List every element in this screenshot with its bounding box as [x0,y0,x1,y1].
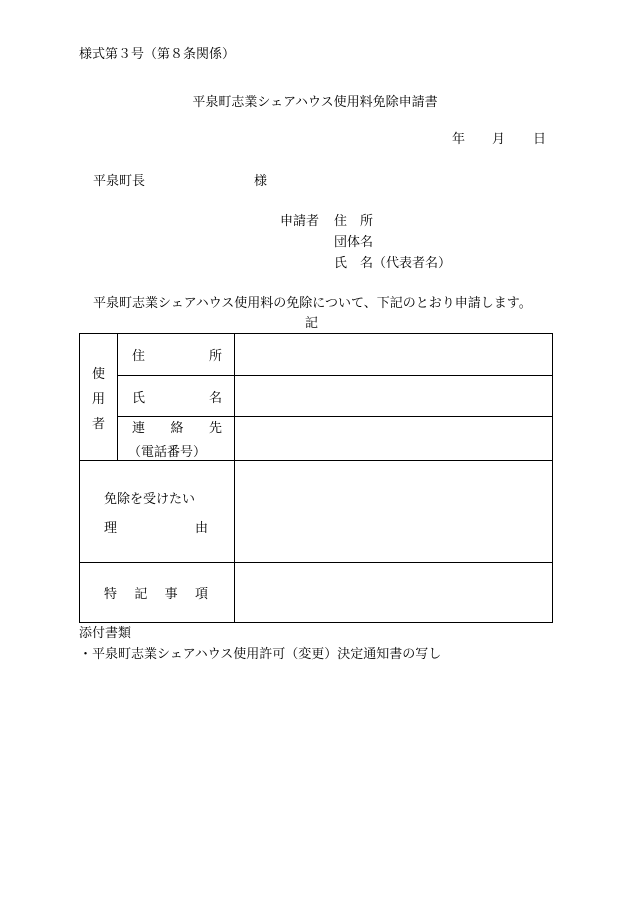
user-header-cell [80,334,118,461]
document-title: 平泉町志業シェアハウス使用料免除申請書 [192,95,438,110]
date-month-label: 月 [492,132,506,147]
name-row [80,376,553,417]
application-table [79,333,553,623]
notes-row [80,563,553,623]
address-row [80,334,553,376]
attachment-item: ・平泉町志業シェアハウス使用許可（変更）決定通知書の写し [79,647,442,662]
date-day-label: 日 [533,132,547,147]
contact-row [80,417,553,461]
notes-value-cell[interactable] [235,563,553,623]
phone-label: （電話番号） [128,445,207,460]
address-value-cell[interactable] [235,334,553,376]
ki-label: 記 [305,316,319,331]
reason-label-line2: 理 由 [104,520,208,536]
user-header: 使 用 者 [91,366,105,432]
reason-label-cell [80,461,235,563]
applicant-address-label: 住 所 [334,214,374,229]
attachments-heading: 添付書類 [79,626,132,641]
applicant-label: 申請者 [280,214,320,229]
addressee-honorific: 様 [254,174,268,189]
applicant-org-label: 団体名 [334,235,374,250]
notes-label: 特 記 事 項 [104,587,208,602]
notes-label-cell [80,563,235,623]
name-label-cell: 氏 名 [118,376,235,417]
form-number: 様式第３号（第８条関係） [79,47,236,62]
contact-value-cell[interactable] [235,417,553,461]
reason-value-cell[interactable] [235,461,553,563]
addressee-name: 平泉町長 [93,174,146,189]
applicant-name-label: 氏 名（代表者名） [334,256,452,271]
name-value-cell[interactable] [235,376,553,417]
intro-text: 平泉町志業シェアハウス使用料の免除について、下記のとおり申請します。 [93,296,532,311]
reason-label-line1: 免除を受けたい [104,491,196,507]
date-year-label: 年 [452,132,466,147]
reason-row [80,461,553,563]
address-label-cell: 住 所 [118,334,235,376]
contact-label-cell: 連 絡 先 （電話番号） [118,417,235,461]
